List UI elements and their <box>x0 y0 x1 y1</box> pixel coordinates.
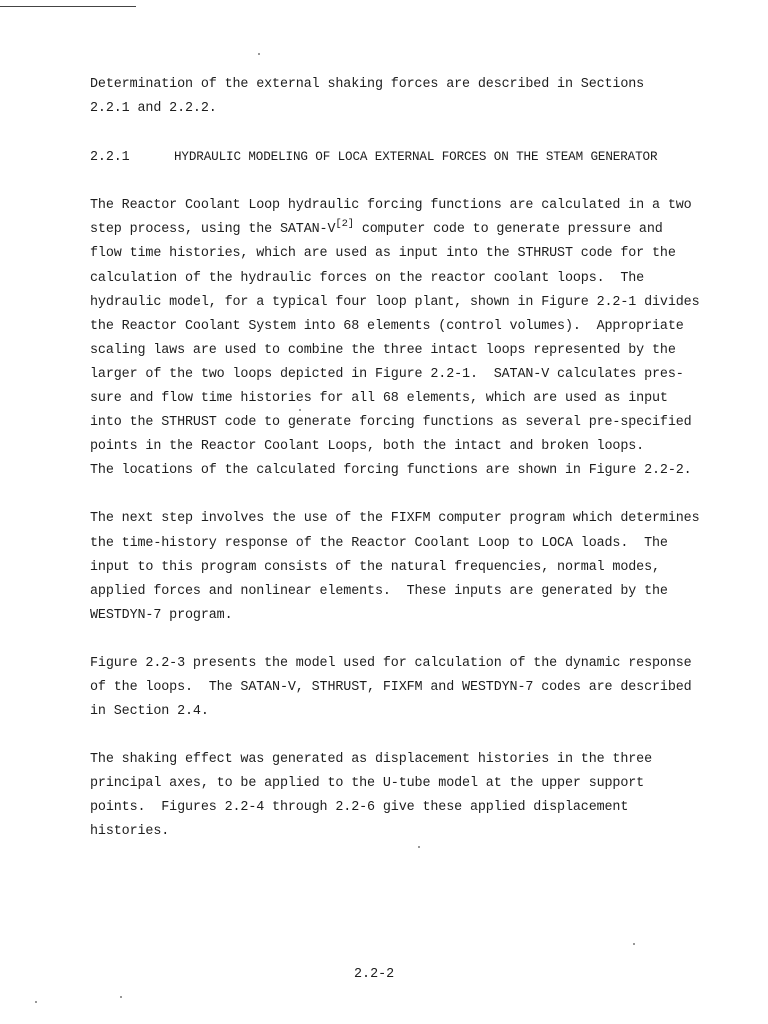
text-line: The shaking effect was generated as displacement histories in the three <box>90 752 653 768</box>
intro-paragraph <box>90 73 720 121</box>
reference-superscript: [2] <box>335 218 354 231</box>
text-segment: computer code to generate pressure and <box>353 222 663 238</box>
page-body <box>90 73 720 869</box>
text-line: scaling laws are used to combine the three intact loops represented by the <box>90 342 676 358</box>
paragraph-fixfm <box>90 507 720 627</box>
paragraph-hydraulic-forcing <box>90 194 720 483</box>
paragraph-figure-model <box>90 652 720 724</box>
text-line: flow time histories, which are used as input into the STHRUST code for the <box>90 246 676 262</box>
section-title: HYDRAULIC MODELING OF LOCA EXTERNAL FORCES ON THE STEAM GENERATOR <box>174 150 658 165</box>
text-line: hydraulic model, for a typical four loop plant, shown in Figure 2.2-1 divides <box>90 294 700 310</box>
paragraph-shaking-effect <box>90 748 720 844</box>
text-segment: step process, using the SATAN-V <box>90 222 336 238</box>
text-line: Determination of the external shaking forces are described in Sections <box>90 77 645 92</box>
text-line: applied forces and nonlinear elements. These inputs are generated by the <box>90 583 668 599</box>
text-line: larger of the two loops depicted in Figure 2.2-1. SATAN-V calculates pres- <box>90 366 684 382</box>
text-line: The next step involves the use of the FIXFM computer program which determines <box>90 511 700 527</box>
text-line: The locations of the calculated forcing functions are shown in Figure 2.2-2. <box>90 463 692 479</box>
text-line: The Reactor Coolant Loop hydraulic forcing functions are calculated in a two <box>90 198 692 214</box>
scan-speck <box>35 1001 37 1003</box>
text-line: input to this program consists of the natural frequencies, normal modes, <box>90 559 660 575</box>
text-line-with-reference <box>90 218 720 242</box>
text-line: histories. <box>90 824 170 840</box>
text-line: principal axes, to be applied to the U-tube model at the upper support <box>90 776 645 792</box>
scan-speck <box>633 943 635 945</box>
text-line: the Reactor Coolant System into 68 elements (control volumes). Appropriate <box>90 318 684 334</box>
text-line: 2.2.1 and 2.2.2. <box>90 101 217 117</box>
section-number: 2.2.1 <box>90 150 130 166</box>
scan-speck <box>258 53 260 55</box>
text-line: the time-history response of the Reactor Coolant Loop to LOCA loads. The <box>90 535 668 551</box>
section-heading <box>90 145 720 170</box>
text-line: points. Figures 2.2-4 through 2.2-6 give these applied displacement <box>90 800 629 816</box>
text-line: of the loops. The SATAN-V, STHRUST, FIXFM and WESTDYN-7 codes are described <box>90 679 692 695</box>
top-rule <box>0 6 136 7</box>
scan-speck <box>120 996 122 998</box>
text-line: into the STHRUST code to generate forcing functions as several pre-specified <box>90 415 692 431</box>
text-line: calculation of the hydraulic forces on the reactor coolant loops. The <box>90 270 645 286</box>
text-line: Figure 2.2-3 presents the model used for calculation of the dynamic response <box>90 655 692 671</box>
text-line: sure and flow time histories for all 68 elements, which are used as input <box>90 391 668 407</box>
page-number: 2.2-2 <box>354 967 395 982</box>
text-line: WESTDYN-7 program. <box>90 607 233 623</box>
text-line: points in the Reactor Coolant Loops, both the intact and broken loops. <box>90 439 645 455</box>
text-line: in Section 2.4. <box>90 704 209 720</box>
